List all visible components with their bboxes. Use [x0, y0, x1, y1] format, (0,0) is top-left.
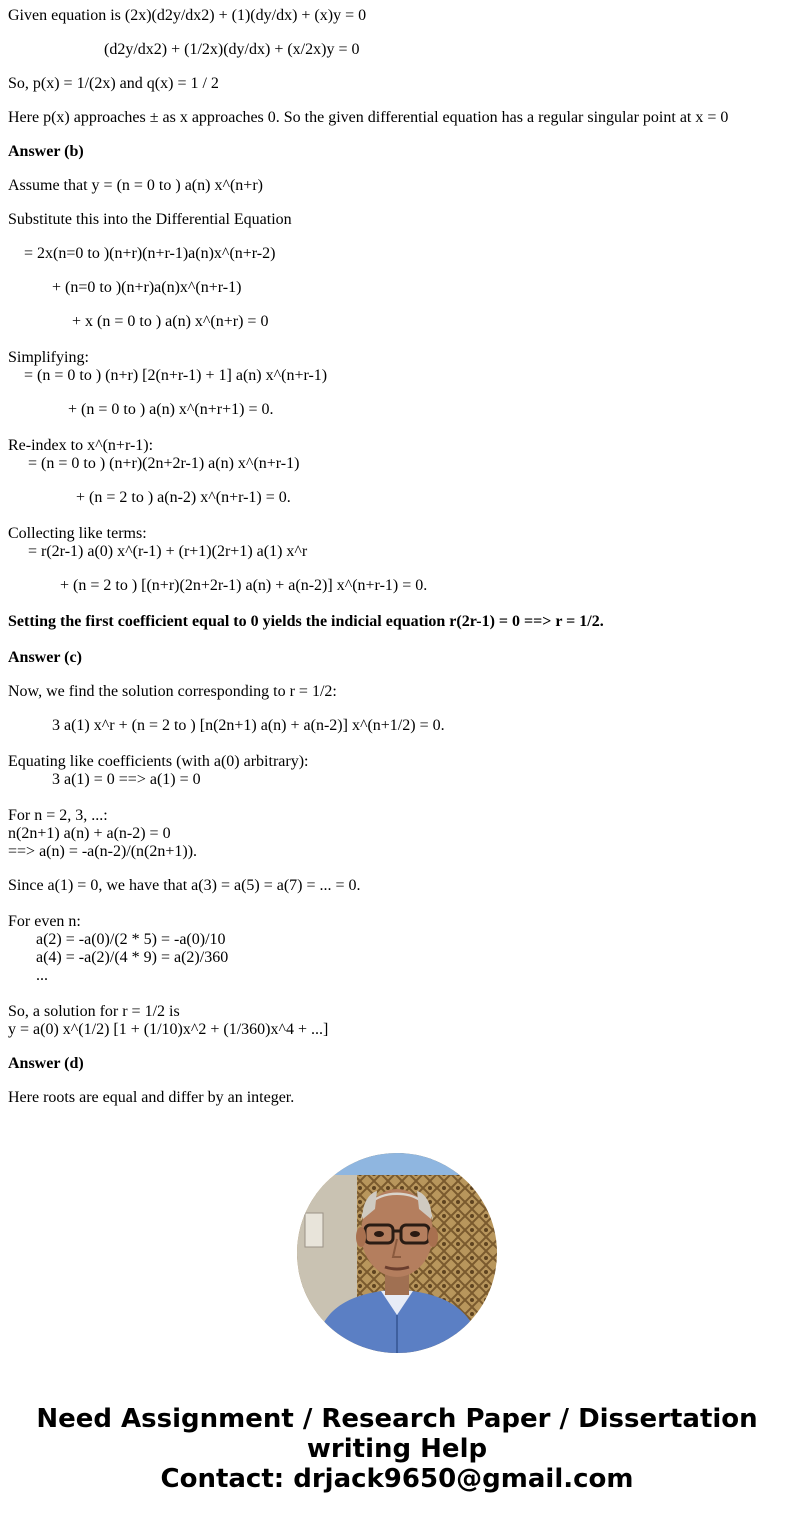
simplified-line-1: = (n = 0 to ) (n+r) [2(n+r-1) + 1] a(n) x^(n+r-1): [8, 367, 328, 384]
recurrence-equation: n(2n+1) a(n) + a(n-2) = 0: [8, 825, 171, 842]
substitution-line-3: + x (n = 0 to ) a(n) x^(n+r) = 0: [8, 313, 269, 330]
solution-intro: Now, we find the solution corresponding to r = 1/2:: [8, 683, 337, 700]
for-n-label: For n = 2, 3, ...:: [8, 807, 108, 824]
indicial-equation-statement: Setting the first coefficient equal to 0 yields the indicial equation r(2r-1) = 0 ==> r = 1/2.: [8, 613, 604, 630]
recurrence-relation: ==> a(n) = -a(n-2)/(n(2n+1)).: [8, 843, 198, 860]
answer-d-heading: Answer (d): [8, 1055, 84, 1072]
series-equation: 3 a(1) x^r + (n = 2 to ) [n(2n+1) a(n) + a(n-2)] x^(n+1/2) = 0.: [8, 717, 445, 734]
pq-definition: So, p(x) = 1/(2x) and q(x) = 1 / 2: [8, 75, 219, 92]
simplifying-label: Simplifying:: [8, 349, 89, 366]
a4-value: a(4) = -a(2)/(4 * 9) = a(2)/360: [8, 949, 229, 966]
reindex-line-1: = (n = 0 to ) (n+r)(2n+2r-1) a(n) x^(n+r-1): [8, 455, 300, 472]
solution-label: So, a solution for r = 1/2 is: [8, 1003, 180, 1020]
series-assumption: Assume that y = (n = 0 to ) a(n) x^(n+r): [8, 177, 263, 194]
odd-coefficients: Since a(1) = 0, we have that a(3) = a(5) = a(7) = ... = 0.: [8, 877, 361, 894]
substitution-line-2: + (n=0 to )(n+r)a(n)x^(n+r-1): [8, 279, 242, 296]
answer-c-heading: Answer (c): [8, 649, 82, 666]
substitute-text: Substitute this into the Differential Equation: [8, 211, 292, 228]
even-n-label: For even n:: [8, 913, 81, 930]
collecting-line-1: = r(2r-1) a(0) x^(r-1) + (r+1)(2r+1) a(1) x^r: [8, 543, 308, 560]
avatar-portrait: [297, 1153, 497, 1353]
promo-contact-email: Contact: drjack9650@gmail.com: [160, 1464, 634, 1494]
equation-given: Given equation is (2x)(d2y/dx2) + (1)(dy/dx) + (x)y = 0: [8, 7, 367, 24]
collecting-line-2: + (n = 2 to ) [(n+r)(2n+2r-1) a(n) + a(n-2)] x^(n+r-1) = 0.: [8, 577, 428, 594]
reindex-label: Re-index to x^(n+r-1):: [8, 437, 154, 454]
singular-point-statement: Here p(x) approaches ± as x approaches 0. So the given differential equation has a regular singular point at x = 0: [8, 109, 729, 126]
collecting-label: Collecting like terms:: [8, 525, 147, 542]
reindex-line-2: + (n = 2 to ) a(n-2) x^(n+r-1) = 0.: [8, 489, 291, 506]
promo-line-1: Need Assignment / Research Paper / Dissertation: [36, 1404, 758, 1434]
ellipsis: ...: [8, 967, 48, 984]
equation-normalized: (d2y/dx2) + (1/2x)(dy/dx) + (x/2x)y = 0: [8, 41, 360, 58]
answer-b-heading: Answer (b): [8, 143, 84, 160]
solution-formula: y = a(0) x^(1/2) [1 + (1/10)x^2 + (1/360)x^4 + ...]: [8, 1021, 329, 1038]
roots-statement: Here roots are equal and differ by an integer.: [8, 1089, 295, 1106]
simplified-line-2: + (n = 0 to ) a(n) x^(n+r+1) = 0.: [8, 401, 274, 418]
substitution-line-1: = 2x(n=0 to )(n+r)(n+r-1)a(n)x^(n+r-2): [8, 245, 276, 262]
promo-line-2: writing Help: [306, 1434, 488, 1464]
a1-result: 3 a(1) = 0 ==> a(1) = 0: [8, 771, 201, 788]
equating-label: Equating like coefficients (with a(0) arbitrary):: [8, 753, 309, 770]
avatar: [297, 1153, 497, 1353]
a2-value: a(2) = -a(0)/(2 * 5) = -a(0)/10: [8, 931, 226, 948]
